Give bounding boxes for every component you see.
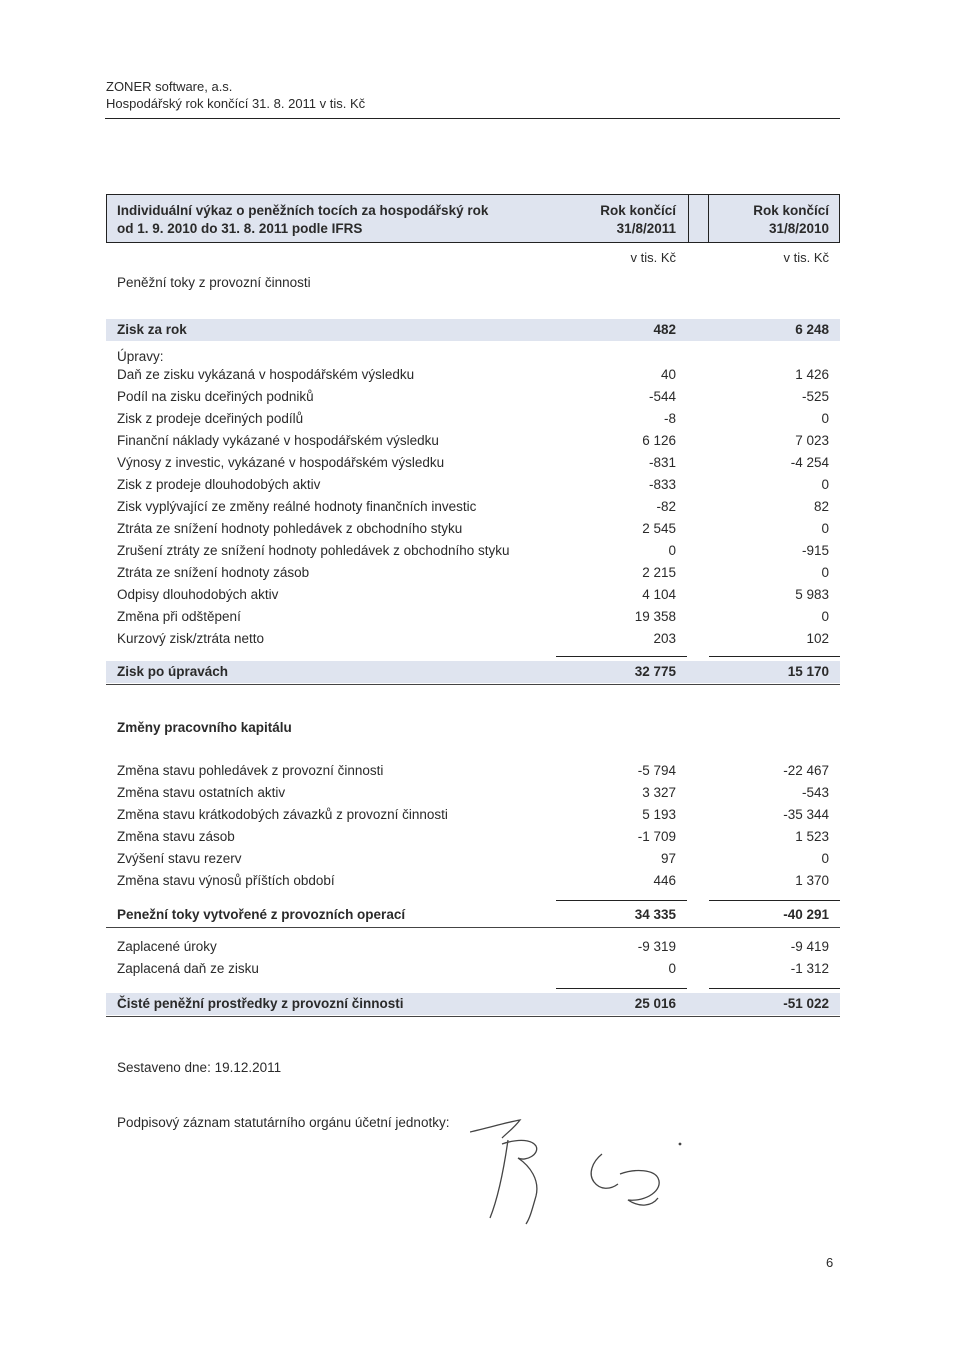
profit-value-2010: 6 248	[795, 322, 829, 337]
row-value-2010: 1 523	[795, 829, 829, 844]
row-value-2010: 102	[806, 631, 829, 646]
table-row	[0, 431, 960, 451]
operating-cf-2010: -40 291	[783, 907, 829, 922]
row-value-2010: 1 370	[795, 873, 829, 888]
table-row	[0, 409, 960, 429]
row-value-2010: 0	[821, 565, 829, 580]
working-capital-title-row	[0, 718, 960, 738]
row-value-2010: 5 983	[795, 587, 829, 602]
page-number: 6	[826, 1255, 834, 1270]
profit-label: Zisk za rok	[117, 322, 187, 337]
table-row	[0, 937, 960, 957]
title-box-top-border	[106, 194, 840, 195]
title-box-divider-a	[688, 194, 689, 242]
row-value-2011: 0	[668, 543, 676, 558]
signature-mark	[470, 1118, 700, 1228]
row-value-2011: 3 327	[642, 785, 676, 800]
net-cf-underline	[106, 1016, 840, 1017]
row-label: Zisk z prodeje dlouhodobých aktiv	[117, 477, 321, 492]
title-box-bottom-border	[106, 242, 840, 243]
after-adjustments-label: Zisk po úpravách	[117, 664, 229, 679]
row-value-2010: -1 312	[790, 961, 829, 976]
row-label: Ztráta ze snížení hodnoty pohledávek z obchodního styku	[117, 521, 463, 536]
after-adjustments-2010: 15 170	[787, 664, 829, 679]
table-row	[0, 541, 960, 561]
header-rule	[105, 118, 840, 119]
table-row	[0, 453, 960, 473]
row-label: Podíl na zisku dceřiných podniků	[117, 389, 314, 404]
row-value-2011: -9 319	[637, 939, 676, 954]
compiled-date: Sestaveno dne: 19.12.2011	[117, 1060, 282, 1075]
operating-cf-2011: 34 335	[634, 907, 676, 922]
table-row	[0, 827, 960, 847]
table-row	[0, 959, 960, 979]
row-value-2010: 82	[813, 499, 829, 514]
table-row	[0, 475, 960, 495]
row-label: Změna stavu ostatních aktiv	[117, 785, 286, 800]
title-box-left-border	[106, 194, 107, 242]
row-label: Zvýšení stavu rezerv	[117, 851, 242, 866]
row-value-2010: 0	[821, 477, 829, 492]
profit-value-2011: 482	[653, 322, 676, 337]
table-row	[0, 365, 960, 385]
row-label: Výnosy z investic, vykázané v hospodářském výsledku	[117, 455, 445, 470]
title-box-divider-b	[708, 194, 709, 242]
net-cf-rule-a	[556, 988, 687, 989]
table-row	[0, 497, 960, 517]
row-label: Kurzový zisk/ztráta netto	[117, 631, 265, 646]
working-capital-title: Změny pracovního kapitálu	[117, 720, 292, 735]
row-label: Zaplacené úroky	[117, 939, 217, 954]
table-row	[0, 585, 960, 605]
row-value-2011: -1 709	[637, 829, 676, 844]
row-value-2011: 6 126	[642, 433, 676, 448]
table-row	[0, 783, 960, 803]
table-row	[0, 519, 960, 539]
col-a-unit: v tis. Kč	[630, 250, 676, 265]
table-row	[0, 849, 960, 869]
period-label: Hospodářský rok končící 31. 8. 2011 v tis. Kč	[106, 96, 366, 111]
subtotal-rule-a	[556, 656, 687, 657]
table-row	[0, 563, 960, 583]
net-cf-row	[0, 994, 960, 1014]
row-value-2011: 97	[660, 851, 676, 866]
table-row	[0, 629, 960, 649]
row-label: Ztráta ze snížení hodnoty zásob	[117, 565, 310, 580]
table-row	[0, 761, 960, 781]
row-value-2010: -543	[801, 785, 829, 800]
row-value-2011: 19 358	[634, 609, 676, 624]
row-value-2010: 0	[821, 609, 829, 624]
table-row	[0, 607, 960, 627]
row-value-2011: 0	[668, 961, 676, 976]
row-label: Zrušení ztráty ze snížení hodnoty pohledávek z obchodního styku	[117, 543, 510, 558]
company-name: ZONER software, a.s.	[106, 79, 233, 94]
net-cf-rule-b	[709, 988, 840, 989]
row-value-2011: -833	[648, 477, 676, 492]
row-value-2010: 0	[821, 411, 829, 426]
row-value-2010: 7 023	[795, 433, 829, 448]
col-b-unit: v tis. Kč	[783, 250, 829, 265]
row-value-2011: -544	[648, 389, 676, 404]
col-a-header-line1: Rok končící	[600, 203, 676, 218]
after-adjustments-2011: 32 775	[634, 664, 676, 679]
row-value-2011: 40	[660, 367, 676, 382]
row-value-2010: -4 254	[790, 455, 829, 470]
net-cf-2010: -51 022	[783, 996, 829, 1011]
row-value-2011: -8	[663, 411, 676, 426]
net-cf-label: Čisté peněžní prostředky z provozní činnosti	[117, 996, 404, 1011]
row-label: Zisk vyplývající ze změny reálné hodnoty finančních investic	[117, 499, 477, 514]
col-b-header-line1: Rok končící	[753, 203, 829, 218]
row-value-2011: 4 104	[642, 587, 676, 602]
table-row	[0, 871, 960, 891]
row-label: Daň ze zisku vykázaná v hospodářském výsledku	[117, 367, 415, 382]
row-label: Zisk z prodeje dceřiných podílů	[117, 411, 304, 426]
row-value-2010: 0	[821, 851, 829, 866]
operating-cf-row	[0, 905, 960, 925]
statement-title-line1: Individuální výkaz o peněžních tocích za hospodářský rok	[117, 203, 489, 218]
row-label: Zaplacená daň ze zisku	[117, 961, 259, 976]
operating-cf-rule-a	[556, 900, 687, 901]
section-title: Peněžní toky z provozní činnosti	[117, 275, 311, 290]
operating-cf-rule-b	[709, 900, 840, 901]
row-label: Změna stavu zásob	[117, 829, 235, 844]
col-b-header-line2: 31/8/2010	[768, 221, 829, 236]
row-value-2011: -831	[648, 455, 676, 470]
col-a-header-line2: 31/8/2011	[616, 221, 676, 236]
row-label: Změna při odštěpení	[117, 609, 241, 624]
row-value-2011: -82	[656, 499, 676, 514]
row-value-2010: -35 344	[783, 807, 829, 822]
row-value-2010: 0	[821, 521, 829, 536]
adjustments-label	[0, 347, 960, 367]
operating-cf-label: Penežní toky vytvořené z provozních operací	[117, 907, 406, 922]
net-cf-2011: 25 016	[634, 996, 676, 1011]
table-row	[0, 387, 960, 407]
table-row	[0, 805, 960, 825]
row-value-2010: 1 426	[795, 367, 829, 382]
row-value-2011: 5 193	[642, 807, 676, 822]
row-value-2010: -22 467	[783, 763, 829, 778]
row-value-2010: -9 419	[790, 939, 829, 954]
row-label: Finanční náklady vykázané v hospodářském výsledku	[117, 433, 439, 448]
row-value-2011: 203	[653, 631, 676, 646]
row-value-2010: -525	[801, 389, 829, 404]
row-value-2011: -5 794	[637, 763, 676, 778]
row-label: Odpisy dlouhodobých aktiv	[117, 587, 279, 602]
signature-label: Podpisový záznam statutárního orgánu účetní jednotky:	[117, 1115, 450, 1130]
row-label: Změna stavu pohledávek z provozní činnosti	[117, 763, 384, 778]
row-value-2011: 2 215	[642, 565, 676, 580]
profit-row	[0, 320, 960, 340]
subtotal-rule-b	[709, 656, 840, 657]
row-value-2011: 446	[653, 873, 676, 888]
row-label: Změna stavu výnosů příštích období	[117, 873, 335, 888]
row-value-2011: 2 545	[642, 521, 676, 536]
statement-title-line2: od 1. 9. 2010 do 31. 8. 2011 podle IFRS	[117, 221, 363, 236]
adjustments-heading: Úpravy:	[117, 349, 164, 364]
row-label: Změna stavu krátkodobých závazků z provozní činnosti	[117, 807, 448, 822]
operating-cf-underline	[106, 927, 840, 928]
after-adjustments-underline	[106, 684, 840, 685]
row-value-2010: -915	[801, 543, 829, 558]
after-adjustments-row	[0, 662, 960, 682]
title-box-right-border	[839, 194, 840, 242]
